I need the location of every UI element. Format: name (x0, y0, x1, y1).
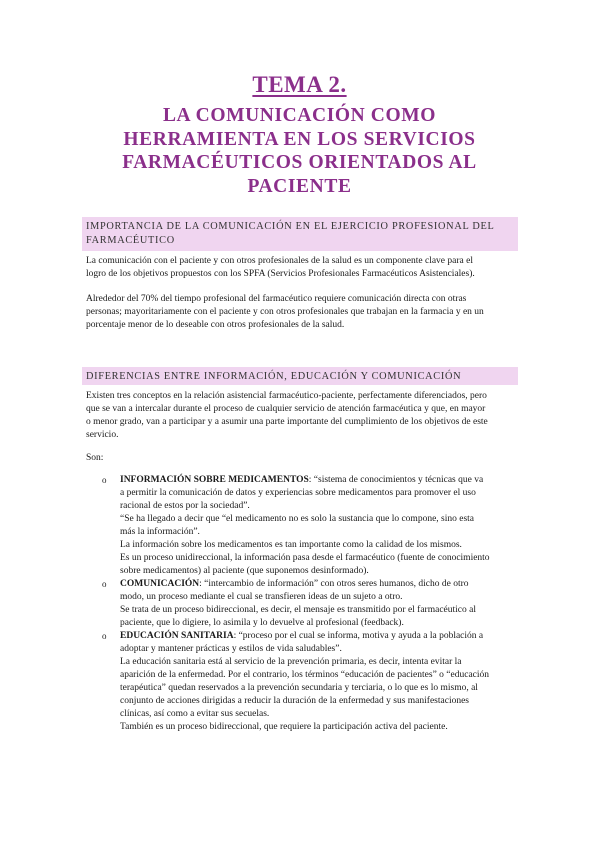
list-item (102, 630, 522, 734)
section-heading-line: DIFERENCIAS ENTRE INFORMACIÓN, EDUCACIÓN Y COMUNICACIÓN (86, 371, 462, 382)
bullet-line: sobre medicamentos) al paciente (que suponemos desinformado). (120, 566, 369, 576)
bullet-term: EDUCACIÓN SANITARIA (120, 631, 234, 641)
section-heading-importancia (82, 217, 518, 251)
bullet-list (102, 474, 522, 734)
bullet-line: adoptar y mantener prácticas y estilos de vida saludables”. (120, 644, 342, 654)
paragraph-line: Son: (86, 453, 104, 463)
bullet-line: clínicas, así como a evitar sus secuelas. (120, 709, 270, 719)
list-item (102, 578, 522, 630)
bullet-first-line (120, 630, 522, 643)
bullet-text: : “sistema de conocimientos y técnicas que va (308, 475, 484, 485)
paragraph (86, 452, 526, 465)
bullet-line: conjunto de acciones dirigidas a reducir la duración de la enfermedad y sus manifestaciones (120, 696, 469, 706)
bullet-line: a permitir la comunicación de datos y experiencias sobre medicamentos para promover el uso (120, 488, 476, 498)
bullet-line: Se trata de un proceso bidireccional, es decir, el mensaje es transmitido por el farmacéutico al (120, 605, 476, 615)
list-item (102, 474, 522, 578)
paragraph-line: o menor grado, van a participar y a asumir una parte importante del cumplimiento de los objetivos de este (86, 417, 488, 427)
paragraph-line: Existen tres conceptos en la relación asistencial farmacéutico-paciente, perfectamente diferenciados, pero (86, 391, 487, 401)
bullet-line: También es un proceso bidireccional, que requiere la participación activa del paciente. (120, 722, 448, 732)
paragraph-line: servicio. (86, 430, 119, 440)
bullet-line: más la información”. (120, 527, 200, 537)
page-title: TEMA 2. (252, 72, 347, 97)
paragraph (86, 255, 526, 281)
bullet-line: terapéutica” quedan reservados a la prevención secundaria y terciaria, o lo que es lo mismo, al (120, 683, 478, 693)
subtitle-line: LA COMUNICACIÓN COMO (162, 105, 437, 126)
paragraph (86, 390, 526, 442)
bullet-line: La información sobre los medicamentos es tan importante como la calidad de los mismos. (120, 540, 462, 550)
section-heading-line: IMPORTANCIA DE LA COMUNICACIÓN EN EL EJERCICIO PROFESIONAL DEL (86, 221, 495, 232)
bullet-term: COMUNICACIÓN (120, 579, 200, 589)
bullet-line: Es un proceso unidireccional, la información pasa desde el farmacéutico (fuente de conocimiento (120, 553, 490, 563)
bullet-circle-icon: o (102, 579, 107, 589)
bullet-text: : “proceso por el cual se informa, motiva y ayuda a la población a (233, 631, 484, 641)
bullet-text: : “intercambio de información” con otros seres humanos, dicho de otro (199, 579, 469, 589)
bullet-line: paciente, que lo digiere, lo asimila y lo devuelve al profesional (feedback). (120, 618, 404, 628)
bullet-line: modo, un proceso mediante el cual se transfieren ideas de un sujeto a otro. (120, 592, 403, 602)
section-heading-diferencias (82, 367, 518, 385)
bullet-line: racional de estos por la sociedad”. (120, 501, 250, 511)
subtitle-line: HERRAMIENTA EN LOS SERVICIOS (123, 128, 476, 150)
bullet-first-line (120, 578, 522, 591)
section-heading-line: FARMACÉUTICO (86, 234, 175, 246)
paragraph-line: La comunicación con el paciente y con otros profesionales de la salud es un componente clave para el (86, 256, 473, 266)
paragraph-line: porcentaje menor de lo deseable con otros profesionales de la salud. (86, 320, 345, 330)
bullet-line: “Se ha llegado a decir que “el medicamento no es solo la sustancia que lo compone, sino esta (120, 514, 475, 524)
subtitle-line: FARMACÉUTICOS ORIENTADOS AL (122, 152, 477, 173)
bullet-term: INFORMACIÓN SOBRE MEDICAMENTOS (120, 475, 309, 485)
bullet-line: aparición de la enfermedad. Por el contrario, los términos “educación de pacientes” o “educación (120, 670, 490, 680)
subtitle-line: PACIENTE (247, 175, 352, 197)
paragraph (86, 293, 526, 332)
paragraph-line: logro de los objetivos propuestos con los SPFA (Servicios Profesionales Farmacéuticos Asistenciales). (86, 269, 475, 279)
paragraph-line: Alrededor del 70% del tiempo profesional del farmacéutico requiere comunicación directa con otras (86, 294, 467, 304)
bullet-circle-icon: o (102, 475, 107, 485)
bullet-first-line (120, 474, 522, 487)
bullet-line: La educación sanitaria está al servicio de la prevención primaria, es decir, intenta evitar la (120, 657, 462, 667)
page-subtitle (40, 104, 559, 198)
paragraph-line: personas; mayoritariamente con el paciente y con otros profesionales que trabajan en la farmacia y en un (86, 307, 484, 317)
paragraph-line: que se van a intercalar durante el proceso de cualquier servicio de atención farmacéutica y que, en mayor (86, 404, 486, 414)
bullet-circle-icon: o (102, 631, 107, 641)
